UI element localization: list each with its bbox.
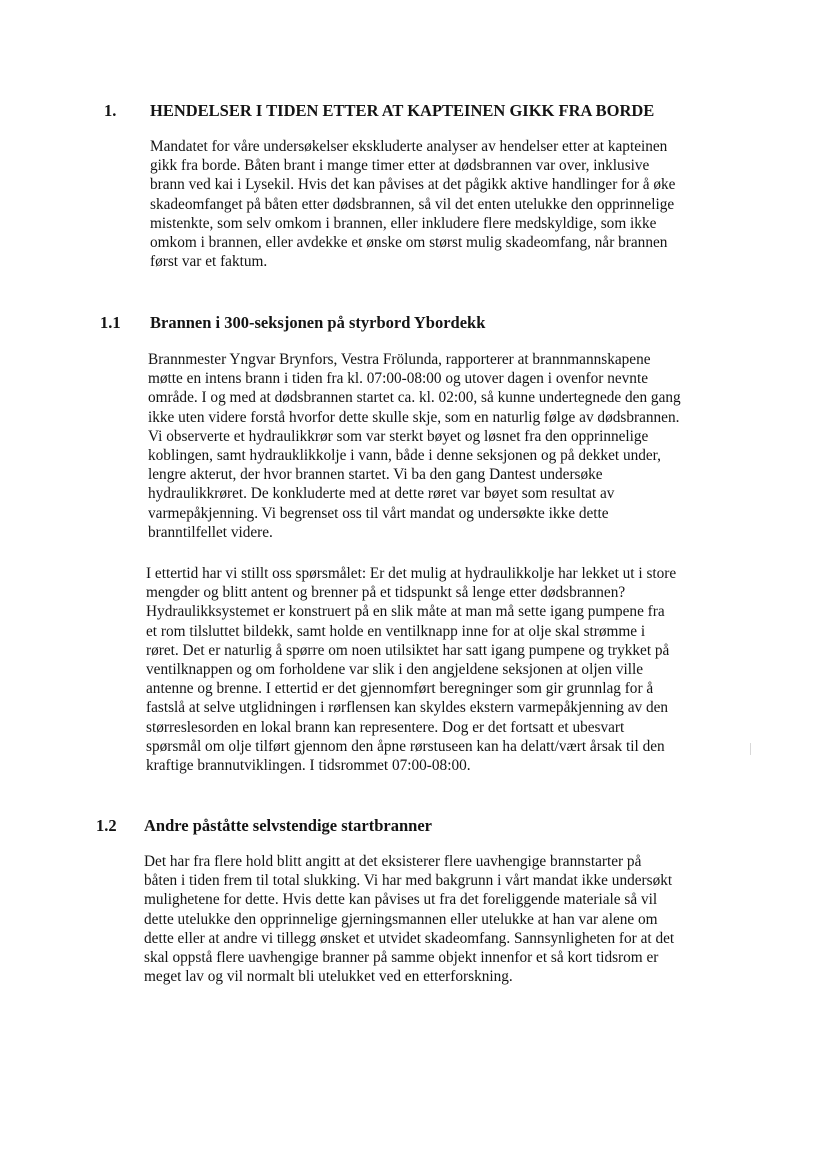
text-line: båten i tiden frem til total slukking. Vi har med bakgrunn i vårt mandat ikke undersøkt: [144, 872, 673, 890]
section-number: 1.1: [100, 313, 121, 332]
text-line: et rom tilsluttet bildekk, samt holde en ventilknapp inne for at olje skal strømme i: [146, 622, 646, 640]
text-line: røret. Det er naturlig å spørre om noen utilsiktet har satt igang pumpene og trykket på: [146, 641, 670, 659]
text-line: Det har fra flere hold blitt angitt at det eksisterer flere uavhengige brannstarter på: [144, 853, 642, 870]
text-line: ikke uten videre forstå hvorfor dette skulle skje, som en naturlig følge av dødsbrannen.: [148, 408, 680, 426]
section-number: 1.: [104, 101, 117, 120]
text-line: Brannmester Yngvar Brynfors, Vestra Frölunda, rapporterer at brannmannskapene: [148, 351, 651, 368]
paragraph: [148, 350, 681, 542]
paragraph: [144, 852, 674, 986]
text-line: meget lav og vil normalt bli utelukket ved en etterforskning.: [144, 968, 513, 986]
section-number: 1.2: [96, 816, 117, 835]
section-title: Andre påståtte selvstendige startbranner: [144, 816, 432, 835]
text-line: dette utelukke den opprinnelige gjerningsmannen eller utelukke at han var alene om: [144, 910, 658, 928]
text-line: hydraulikkrøret. De konkluderte med at dette røret var bøyet som resultat av: [148, 485, 615, 503]
text-line: brann ved kai i Lysekil. Hvis det kan påvises at det pågikk aktive handlinger for å øke: [150, 176, 676, 194]
text-line: spørsmål om olje tilført gjennom den åpne rørstuseen kan ha delatt/vært årsak til den: [146, 737, 665, 755]
text-line: branntilfellet videre.: [148, 523, 273, 541]
scan-mark: [750, 743, 751, 755]
section-title: HENDELSER I TIDEN ETTER AT KAPTEINEN GIKK FRA BORDE: [150, 101, 655, 120]
text-line: mulighetene for dette. Hvis dette kan påvises ut fra det foreliggende materiale så vil: [144, 891, 658, 909]
paragraph: [146, 564, 676, 775]
paragraph: [150, 137, 675, 271]
text-line: ventilknappen og om forholdene var slik i den angjeldene seksjonen at oljen ville: [146, 661, 644, 679]
section-title: Brannen i 300-seksjonen på styrbord Ybordekk: [150, 313, 486, 332]
text-line: varmepåkjenning. Vi begrenset oss til vårt mandat og undersøkte ikke dette: [148, 504, 609, 522]
text-line: antenne og brenne. I ettertid er det gjennomført beregninger som gir grunnlag for å: [146, 680, 654, 698]
text-line: gikk fra borde. Båten brant i mange timer etter at dødsbrannen var over, inklusive: [150, 157, 650, 175]
text-line: først var et faktum.: [150, 253, 268, 271]
text-line: område. I og med at dødsbrannen startet ca. kl. 02:00, så kunne undertegnede den gang: [148, 389, 681, 407]
text-line: fastslå at selve utglidningen i rørflensen kan skyldes ekstern varmepåkjenning av den: [146, 699, 669, 717]
text-line: mengder og blitt antent og brenner på et tidspunkt så lenge etter dødsbrannen?: [146, 584, 626, 602]
text-line: lengre akterut, der hvor brannen startet. Vi ba den gang Dantest undersøke: [148, 466, 603, 484]
text-line: møtte en intens brann i tiden fra kl. 07:00-08:00 og utover dagen i ovenfor nevnte: [148, 370, 648, 388]
text-line: omkom i brannen, eller avdekke et ønske om størst mulig skadeomfang, når brannen: [150, 234, 668, 252]
text-line: skadeomfanget på båten etter dødsbrannen, så vil det enten utelukke den opprinnelige: [150, 195, 675, 213]
text-line: mistenkte, som selv omkom i brannen, eller inkludere flere medskyldige, som ikke: [150, 214, 657, 232]
text-line: Mandatet for våre undersøkelser ekskluderte analyser av hendelser etter at kapteinen: [150, 138, 668, 155]
text-line: kraftige brannutviklingen. I tidsrommet 07:00-08:00.: [146, 757, 471, 775]
text-line: I ettertid har vi stillt oss spørsmålet: Er det mulig at hydraulikkolje har lekket ut i store: [146, 565, 677, 582]
text-line: Hydraulikksystemet er konstruert på en slik måte at man må sette igang pumpene fra: [146, 603, 665, 621]
text-line: koblingen, samt hydrauklikkolje i vann, både i denne seksjonen og på dekket under,: [148, 447, 661, 465]
text-line: dette eller at andre vi tillegg ønsket et utvidet skadeomfang. Sannsynligheten for at det: [144, 929, 675, 947]
text-line: Vi observerte et hydraulikkrør som var sterkt bøyet og løsnet fra den opprinnelige: [148, 427, 649, 445]
text-line: størreslesorden en lokal brann kan representere. Dog er det fortsatt et ubesvart: [146, 718, 625, 736]
text-line: skal oppstå flere uavhengige branner på samme objekt innenfor et så kort tidsrom er: [144, 949, 659, 967]
